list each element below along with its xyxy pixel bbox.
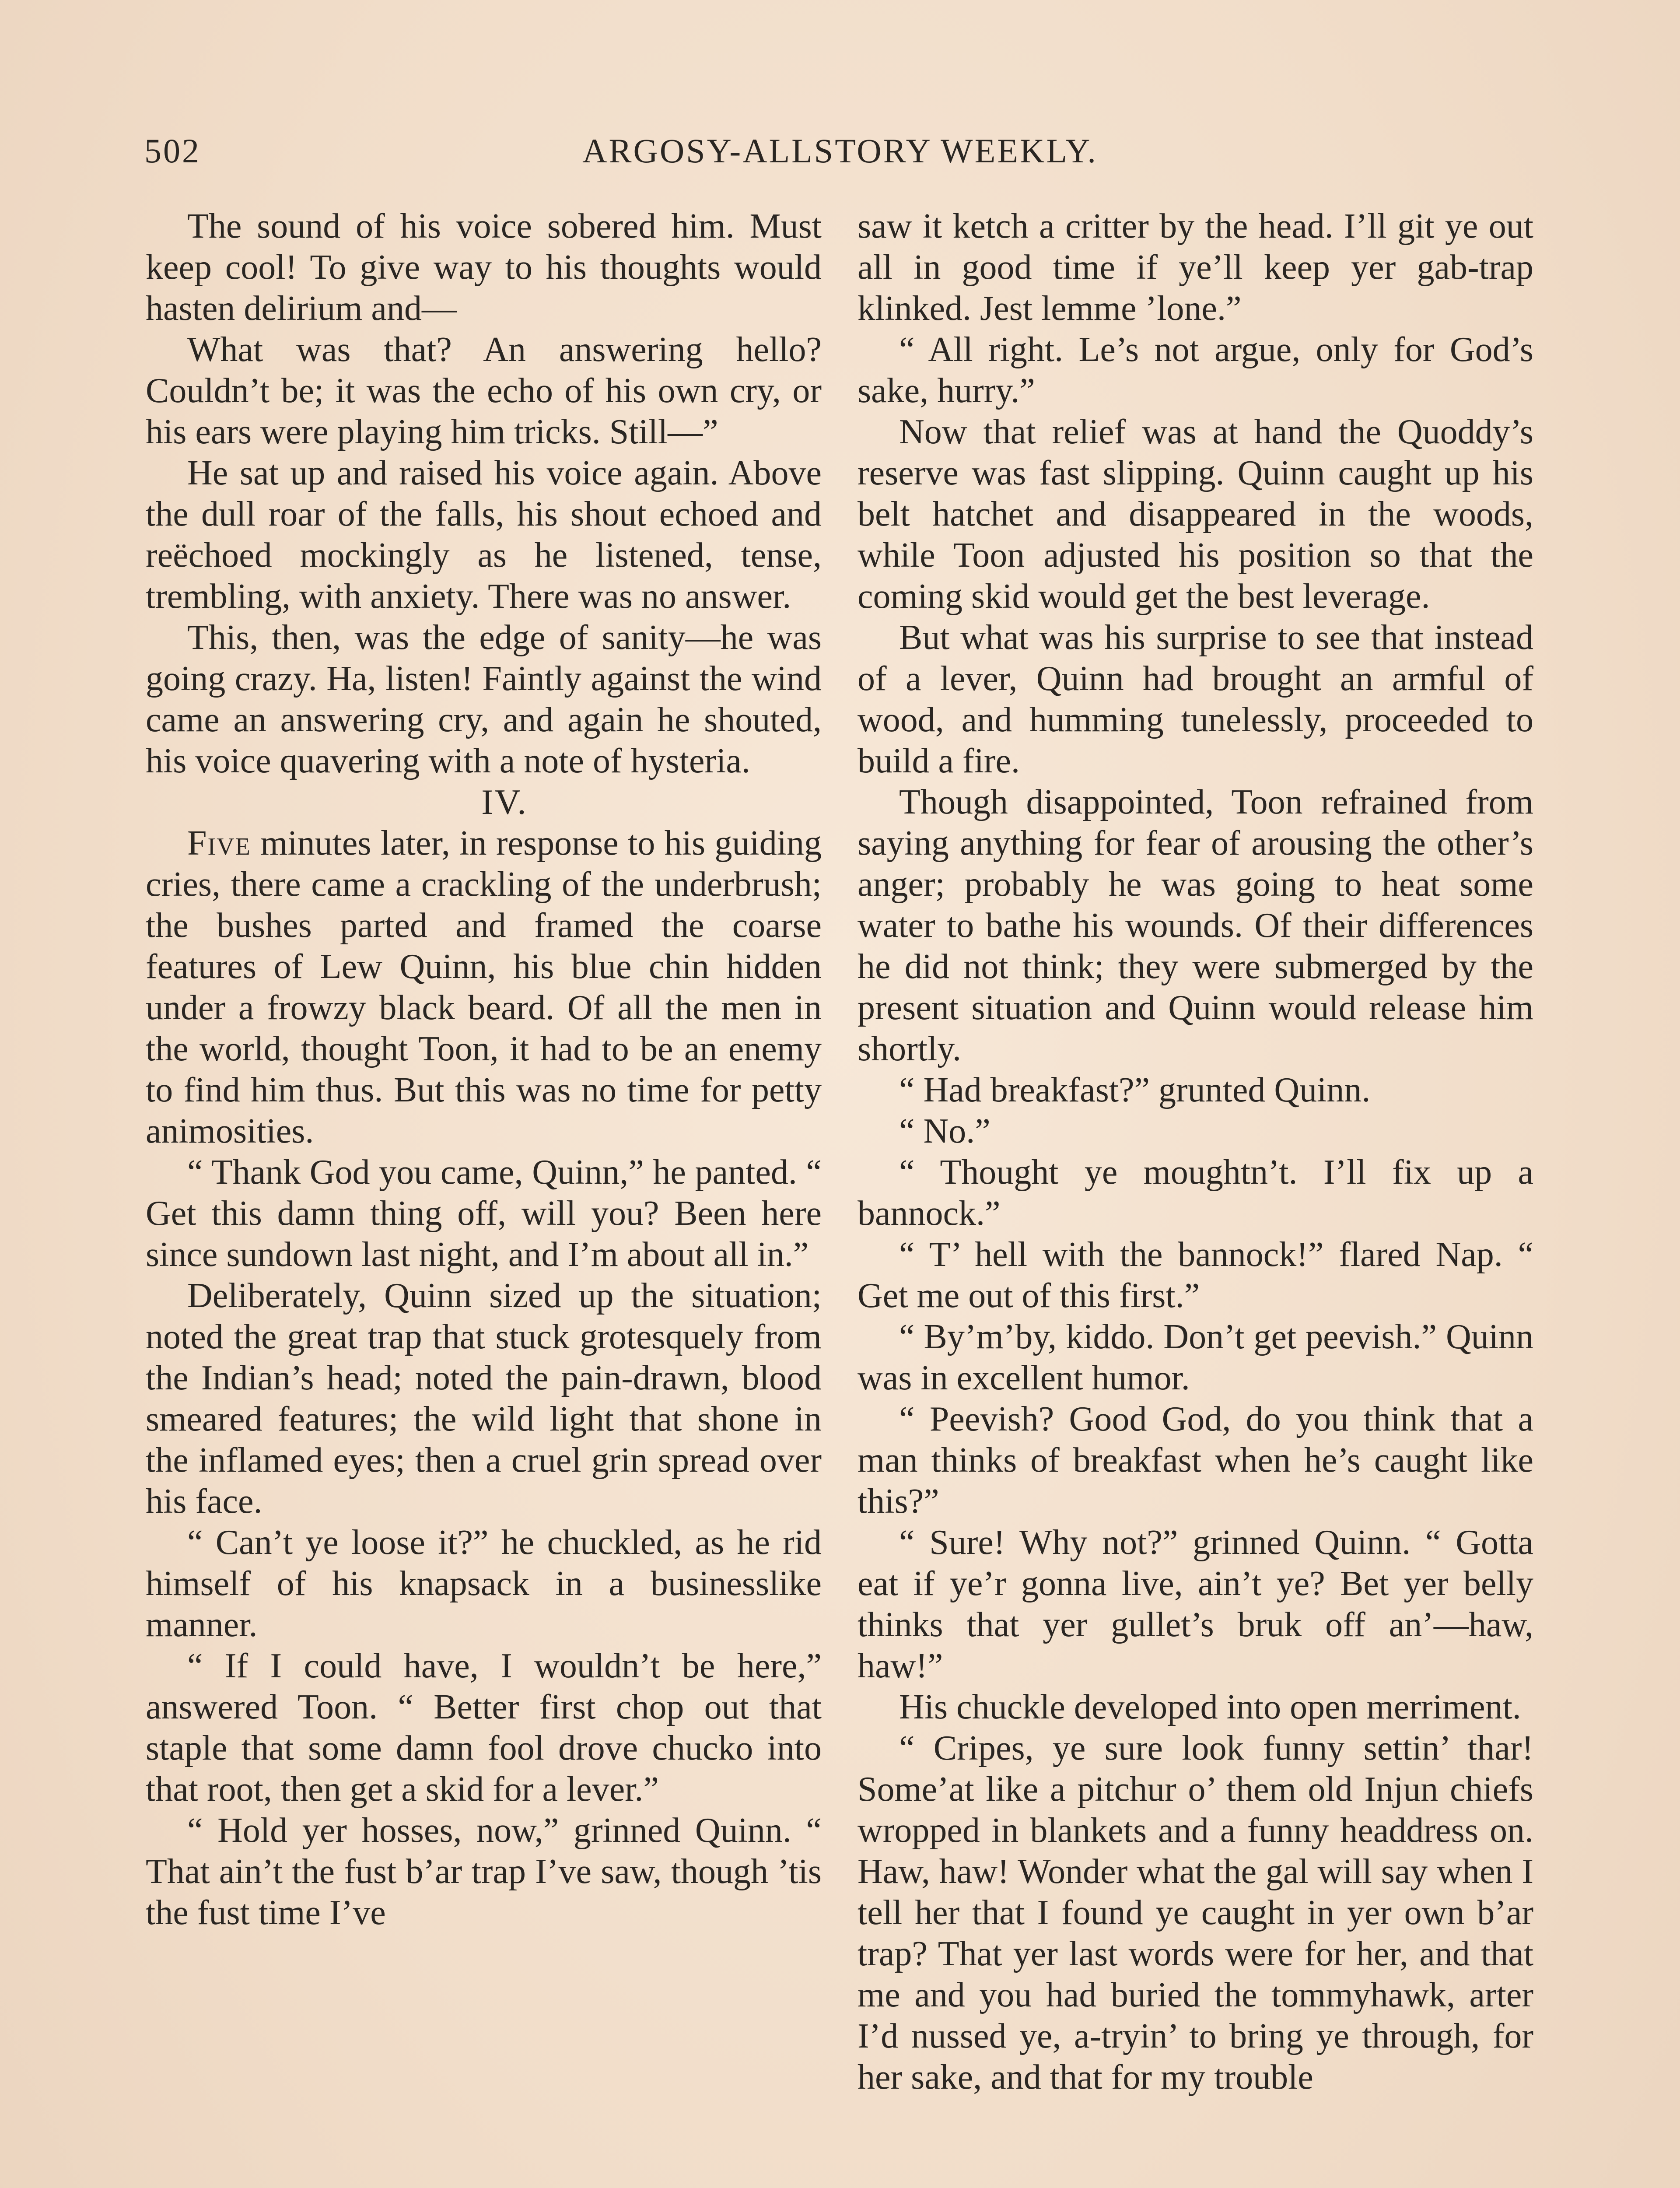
paragraph: “ Sure! Why not?” grinned Quinn. “ Gotta eat if ye’r gonna live, ain’t ye? Bet yer belly thinks that yer gullet’s bruk off an’—haw, haw!” [858,1523,1533,1685]
left-column [146,206,822,1933]
paragraph: Now that relief was at hand the Quoddy’s reserve was fast slipping. Quinn caught up his belt hatchet and disappeared in the woods, while Toon adjusted his position so that the coming skid would get the best leverage. [858,413,1533,616]
paragraph: “ All right. Le’s not argue, only for God’s sake, hurry.” [858,330,1533,410]
section-opening-paragraph [146,823,822,1152]
section-heading: IV. [481,782,528,822]
drop-word: Five [187,824,251,863]
page-number: 502 [144,132,201,170]
paragraph: He sat up and raised his voice again. Above the dull roar of the falls, his shout echoed and reëchoed mockingly as he listened, tense, trembling, with anxiety. There was no answer. [146,454,822,616]
continued-paragraph: saw it ketch a critter by the head. I’ll git ye out all in good time if ye’ll keep yer gab-trap klinked. Jest lemme ’lone.” [858,207,1533,328]
paragraph: “ T’ hell with the bannock!” flared Nap. “ Get me out of this first.” [858,1235,1533,1315]
paragraph: “ Thought ye moughtn’t. I’ll fix up a bannock.” [858,1153,1533,1233]
opening-text: minutes later, in response to his guiding cries, there came a crackling of the underbrush; the bushes parted and framed the coarse features of Lew Quinn, his blue chin hidden under a frowzy black beard. Of all the men in the world, thought Toon, it had to be an enemy to find him thus. But this was no time for petty animosities. [146,824,822,1150]
paragraph: Though disappointed, Toon refrained from saying anything for fear of arousing the other’s anger; probably he was going to heat some water to bathe his wounds. Of their differences he did not think; they were submerged by the present situation and Quinn would release him shortly. [858,783,1533,1068]
paragraph: What was that? An answering hello? Couldn’t be; it was the echo of his own cry, or his ears were playing him tricks. Still—” [146,330,822,451]
paragraph: This, then, was the edge of sanity—he was going crazy. Ha, listen! Faintly against the wind came an answering cry, and again he shouted, his voice quavering with a note of hysteria. [146,618,822,780]
paragraph: “ Had breakfast?” grunted Quinn. [899,1071,1371,1109]
paragraph: Deliberately, Quinn sized up the situation; noted the great trap that stuck grotesquely from the Indian’s head; noted the pain-drawn, blood smeared features; the wild light that shone in the inflamed eyes; then a cruel grin spread over his face. [146,1276,822,1521]
paragraph: “ Peevish? Good God, do you think that a man thinks of breakfast when he’s caught like this?” [858,1400,1533,1521]
paragraph: “ Can’t ye loose it?” he chuckled, as he rid himself of his knapsack in a businesslike manner. [146,1523,822,1644]
paragraph: “ By’m’by, kiddo. Don’t get peevish.” Quinn was in excellent humor. [858,1318,1533,1397]
right-column [858,206,1533,2098]
paragraph: “ If I could have, I wouldn’t be here,” answered Toon. “ Better first chop out that staple that some damn fool drove chucko into that root, then get a skid for a lever.” [146,1647,822,1809]
paragraph: The sound of his voice sobered him. Must keep cool! To give way to his thoughts would hasten delirium and— [146,207,822,328]
paragraph: “ No.” [899,1112,990,1150]
paragraph: “ Thank God you came, Quinn,” he panted. “ Get this damn thing off, will you? Been here since sundown last night, and I’m about all in.” [146,1153,822,1274]
paragraph: “ Cripes, ye sure look funny settin’ thar! Some’at like a pitchur o’ them old Injun chiefs wropped in blankets and a funny headdress on. Haw, haw! Wonder what the gal will say when I tell her that I found ye caught in yer own b’ar trap? That yer last words were for her, and that me and you had buried the tommyhawk, arter I’d nussed ye, a-tryin’ to bring ye through, for her sake, and that for my trouble [858,1729,1533,2097]
paragraph: “ Hold yer hosses, now,” grinned Quinn. “ That ain’t the fust b’ar trap I’ve saw, though ’tis the fust time I’ve [146,1811,822,1932]
paragraph: His chuckle developed into open merriment. [899,1688,1521,1726]
paragraph: But what was his surprise to see that instead of a lever, Quinn had brought an armful of wood, and humming tunelessly, proceeded to build a fire. [858,618,1533,780]
running-title: ARGOSY-ALLSTORY WEEKLY. [582,132,1098,170]
page-header [144,131,1536,179]
